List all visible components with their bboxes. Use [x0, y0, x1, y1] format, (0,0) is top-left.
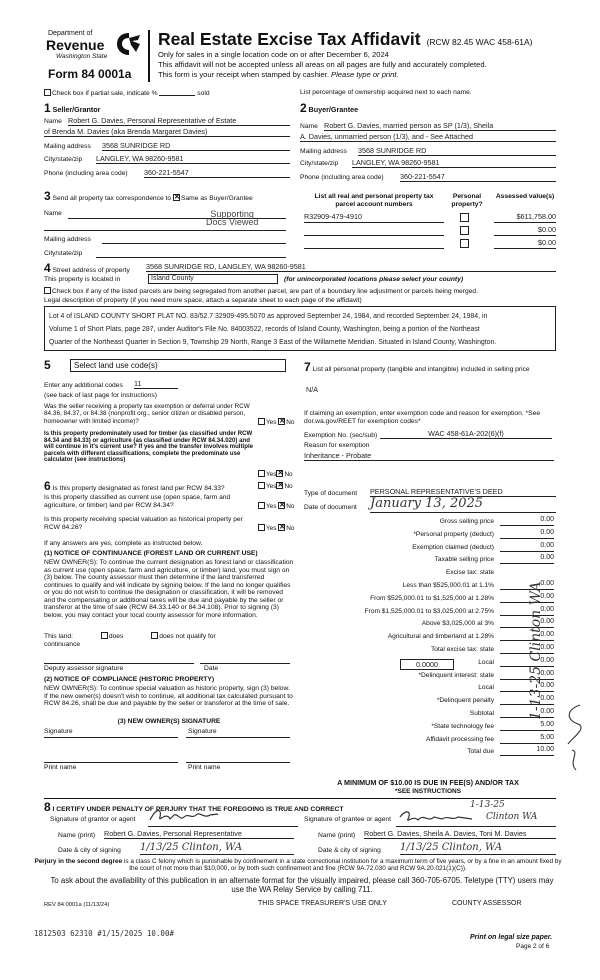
owner-sig-label-2: Signature — [188, 728, 217, 735]
sec6-q1-yes — [258, 482, 293, 490]
ownership-note: List percentage of ownership acquired next to each name. — [300, 89, 472, 96]
local-rate-box[interactable]: 0.0000 — [400, 659, 454, 670]
tax-row-label: *Delinquent interest: state — [418, 671, 494, 679]
grantee-name-field[interactable]: Robert G. Davies, Sheila A. Davies, Toni M. Davies — [364, 830, 556, 839]
legal-line2: Volume 1 of Short Plats, page 287, under Auditor's File No. 84003522, records of Island County, Washington, being a portion of the Northeast — [49, 326, 480, 333]
tax-row-value[interactable]: 0.00 — [500, 593, 554, 603]
perjury-body: is a class C felony which is punishable by confinement in a state correctional institution for a maximum term of five years, or by a fine in an amount fixed by the court of not more than $10,000, or by both such confinement and fine (RCW 9A.72.030 and RCW 9A.20.021(1)(C)). — [122, 858, 562, 873]
tax-row-value[interactable]: 0.00 — [500, 542, 554, 552]
owner-print-2[interactable] — [186, 762, 290, 763]
owner-print-label-1: Print name — [44, 764, 77, 771]
tax-row-label: *Personal property (deduct) — [413, 530, 494, 538]
tax-row — [300, 734, 556, 746]
dept-line1: Department of — [48, 30, 93, 37]
tax-row-label: *Delinquent penalty — [436, 697, 494, 705]
dor-logo-block — [44, 30, 146, 88]
seller-phone[interactable]: 360-221-5547 — [144, 169, 290, 178]
grantor-date-label: Date & city of signing — [58, 847, 121, 854]
grantee-date-field[interactable]: 1/13/25 Clinton, WA — [400, 842, 556, 855]
form-title: Real Estate Excise Tax Affidavit — [158, 29, 421, 49]
sec6-q2-yes — [258, 502, 294, 510]
sec5-q2-no-checkbox[interactable] — [276, 470, 283, 477]
sec6-q2-no-checkbox[interactable] — [278, 502, 285, 509]
yes-label: Yes — [266, 419, 277, 426]
legal-line1: Lot 4 of ISLAND COUNTY SHORT PLAT NO. 83/52.7 32909-495.5070 as approved September 24, 1984, and recorded September 24, 1984, in — [49, 313, 488, 320]
form-rcw: (RCW 82.45 WAC 458-61A) — [426, 37, 533, 47]
exemption-field[interactable]: WAC 458-61A-202(6)(f) — [380, 430, 552, 439]
legal-desc-label: Legal description of property (if you need more space, attach a separate sheet to each page of the affidavit) — [44, 297, 362, 304]
seller-city[interactable]: LANGLEY, WA 98260-9581 — [96, 155, 290, 164]
sec5-q2: Is this property predominately used for timber (as classified under RCW 84.34 and 84.33) or agriculture (as classified under RCW 84.34.020) and will continue in it's current use? If yes and the transfer involves multiple parcels with different classifications, complete the predominate use calculator (see instructions) — [44, 430, 254, 464]
tax-row-value[interactable]: 0.00 — [500, 695, 554, 705]
grantor-date-field[interactable]: 1/13/25 Clinton, WA — [140, 842, 294, 855]
sec6-q3: Is this property receiving special valuation as historical property per RCW 84.26? — [44, 516, 243, 531]
buyer-phone[interactable]: 360-221-5547 — [400, 173, 556, 182]
header-divider — [148, 30, 150, 82]
sec7-text-row — [304, 361, 554, 375]
does-label: does — [108, 633, 124, 640]
additional-codes-field[interactable]: 11 — [134, 380, 178, 389]
exemption-label: Exemption No. (sec/sub) — [304, 432, 378, 439]
sec6-q1-no-checkbox[interactable] — [276, 482, 283, 489]
reason-label: Reason for exemption — [304, 442, 370, 449]
grantor-sig-label: Signature of grantor or agent — [50, 816, 136, 823]
sec5-see-back: (see back of last page for instructions) — [44, 392, 157, 399]
personal-property-checkbox[interactable] — [460, 226, 469, 235]
doc-date-label: Date of document — [304, 504, 357, 511]
legal-line3: Quarter of the Northeast Quarter in Section 9, Township 29 North, Range 3 East of the Willamette Meridian. Situated in Island County, Washington. — [49, 339, 497, 346]
tax-row-label: Local — [478, 658, 494, 666]
tax-row — [300, 670, 556, 682]
stamp-line1: Supporting — [210, 209, 254, 219]
tax-table — [300, 516, 556, 776]
seller-phone-label: Phone (including area code) — [44, 170, 128, 177]
sec5-additional-label: Enter any additional codes — [44, 382, 123, 389]
partial-sold-label: sold — [197, 90, 210, 97]
seller-heading-row — [44, 102, 100, 116]
minimum-note: A MINIMUM OF $10.00 IS DUE IN FEE(S) AND/OR TAX — [337, 778, 519, 787]
notice1-title: (1) NOTICE OF CONTINUANCE (FOREST LAND OR CURRENT USE) — [44, 550, 258, 557]
sig-date: 1-13-25 — [470, 800, 505, 810]
margin-initials — [560, 700, 590, 780]
grantee-date-label: Date & city of signing — [318, 847, 381, 854]
tax-row-value[interactable]: 0.00 — [500, 631, 554, 641]
tax-row-label: Taxable selling price — [434, 556, 494, 564]
buyer-name-2[interactable]: A. Davies, unmarried person (1/3), and - See Attached — [300, 133, 556, 142]
form-number: Form 84 0001a — [48, 67, 132, 81]
see-instructions: *SEE INSTRUCTIONS — [394, 788, 462, 795]
assessed-value[interactable]: $0.00 — [494, 239, 556, 249]
treasurer-use: THIS SPACE TREASURER'S USE ONLY — [258, 900, 387, 907]
seller-name-2[interactable]: of Brenda M. Davies (aka Brenda Margaret Davies) — [44, 128, 290, 137]
tax-row-label: *State technology fee — [431, 722, 494, 730]
tax-row — [300, 708, 556, 720]
partial-sale-label: Check box if partial sale, indicate % — [52, 90, 158, 97]
sec7-text: List all personal property (tangible and intangible) included in selling price — [312, 366, 530, 373]
sec4-located-label: This property is located in — [44, 276, 121, 283]
parcel-number[interactable]: R32909-479-4910 — [304, 213, 444, 223]
table-row — [304, 213, 556, 225]
tax-row — [300, 606, 556, 618]
tax-row-value[interactable]: 0.00 — [500, 644, 554, 654]
no-label: No — [286, 525, 295, 532]
sec3-mailing-label: Mailing address — [44, 236, 91, 243]
sec5-q1: Was the seller receiving a property tax exemption or deferral under RCW 84.36, 84.37, or 84.38 (nonprofit org., senior citizen or disabled person, homeowner with limited income)? — [44, 403, 250, 425]
tax-row-value[interactable]: 0.00 — [500, 580, 554, 590]
sec5-q1-yes-checkbox[interactable] — [258, 418, 265, 425]
tax-row-value[interactable]: 0.00 — [500, 554, 554, 564]
no-label: No — [284, 483, 293, 490]
tax-row — [300, 580, 556, 592]
no-label: No — [286, 419, 295, 426]
tax-row-label: Total due — [467, 748, 494, 756]
tax-row — [300, 542, 556, 554]
legal-paper-note: Print on legal size paper. — [470, 934, 553, 941]
legal-description-box[interactable] — [44, 306, 556, 351]
personal-property-checkbox[interactable] — [460, 239, 469, 248]
tax-row — [300, 529, 556, 541]
county-select[interactable]: Island County — [148, 274, 278, 284]
partial-sale-row — [44, 89, 210, 98]
tax-row-value[interactable]: 0.00 — [500, 516, 554, 526]
grantee-sig-label: Signature of grantee or agent — [304, 816, 391, 823]
yes-label: Yes — [266, 483, 277, 490]
doc-type-field[interactable]: PERSONAL REPRESENTATIVE'S DEED — [370, 488, 556, 497]
notice2-title: (2) NOTICE OF COMPLIANCE (HISTORIC PROPERTY) — [44, 676, 215, 683]
sec4-seg-row — [44, 287, 478, 296]
tax-row-label: From $1,525,000.01 to $3,025,000 at 2.75% — [364, 607, 494, 615]
supporting-docs-stamp — [206, 210, 258, 226]
tax-row — [300, 695, 556, 707]
land-use-select[interactable]: Select land use code(s) — [70, 359, 286, 372]
seller-num: 1 — [44, 101, 51, 115]
new-owner-sig-title: (3) NEW OWNER(S) SIGNATURE — [117, 718, 221, 725]
grantor-sig-line — [148, 826, 298, 827]
doc-date-field[interactable]: January 13, 2025 — [370, 497, 556, 513]
sec5-q1-no-checkbox[interactable] — [278, 418, 285, 425]
sec6-intro: If any answers are yes, complete as instructed below. — [44, 540, 203, 547]
grantee-signature[interactable] — [398, 807, 478, 827]
seller-mailing-label: Mailing address — [44, 143, 91, 150]
owner-sig-label-1: Signature — [44, 728, 73, 735]
header-line3a: This form is your receipt when stamped by cashier. — [158, 70, 332, 79]
notice1-text: NEW OWNER(S): To continue the current designation as forest land or classification as current use (open space, farm and agriculture, or timber) land, you must sign on (3) below. The county assessor must then determine if the land transferred continues to qualify and will indicate by signing below. If the land no longer qualifies or you do not wish to continue the designation or classification, it will be removed and the compensating or additional taxes will be due and payable by the seller or transferor at the time of sale (RCW 84.33.140 or 84.34.108). Prior to signing (3) below, you may contact your local county assessor for more information. — [44, 559, 294, 619]
sec6-q3-no-checkbox[interactable] — [278, 524, 285, 531]
buyer-name-label: Name — [300, 123, 318, 130]
sec4-street-label: Street address of property — [52, 267, 130, 274]
header-line3b: Please type or print. — [331, 70, 399, 79]
does-checkbox[interactable] — [101, 632, 108, 639]
grantee-sig-line — [396, 826, 556, 827]
dept-line3: Washington State — [56, 53, 108, 60]
tax-row-label: Local — [478, 684, 494, 692]
sec3-mailing-field[interactable] — [102, 243, 286, 244]
sec6-q1-row — [44, 480, 256, 494]
margin-handwritten-note: 1-13-25 Clinton WA — [528, 581, 544, 720]
buyer-heading-row — [300, 102, 358, 116]
tax-row-label: Affidavit processing fee — [425, 735, 494, 743]
county-assessor-label: COUNTY ASSESSOR — [452, 900, 522, 907]
tax-row-value[interactable]: 0.00 — [500, 618, 554, 628]
sec3-name-label: Name — [44, 210, 62, 217]
personal-property-field[interactable]: N/A — [306, 385, 318, 394]
tax-row-value[interactable]: 10.00 — [500, 746, 554, 756]
tax-row-value[interactable]: 5.00 — [500, 721, 554, 731]
tax-row-value[interactable]: 5.00 — [500, 734, 554, 744]
parcels-col3: Assessed value(s) — [495, 193, 555, 200]
owner-print-1[interactable] — [44, 762, 178, 763]
sec6-q3-yes — [258, 524, 294, 532]
sec4-num: 4 — [44, 261, 51, 275]
parcels-col2: Personal property? — [451, 193, 483, 208]
parcels-col1: List all real and personal property tax parcel account numbers — [314, 193, 434, 208]
grantor-signature[interactable] — [148, 805, 238, 827]
seller-name-label: Name — [44, 118, 62, 125]
deputy-date-field[interactable] — [200, 663, 290, 664]
owner-print-label-2: Print name — [188, 764, 221, 771]
tax-row — [300, 516, 556, 528]
grantee-name-label: Name (print) — [318, 832, 356, 839]
buyer-num: 2 — [300, 101, 307, 115]
tax-row — [300, 721, 556, 733]
table-row — [304, 239, 556, 251]
yes-label: Yes — [266, 503, 277, 510]
sec6-q3-yes-checkbox[interactable] — [258, 524, 265, 531]
no-label: No — [284, 471, 293, 478]
continuance-label: continuance — [44, 641, 81, 648]
same-as-buyer-checkbox[interactable] — [173, 194, 180, 201]
tax-row-value[interactable]: 0.00 — [500, 529, 554, 539]
sec6-q2: Is this property classified as current use (open space, farm and agriculture, or timber) land per RCW 84.34? — [44, 494, 231, 509]
deputy-signature-field[interactable] — [44, 663, 194, 664]
sec7-num: 7 — [304, 360, 311, 374]
certify-text: I CERTIFY UNDER PENALTY OF PERJURY THAT THE FOREGOING IS TRUE AND CORRECT — [52, 806, 344, 813]
perjury-bold: Perjury in the second degree — [34, 858, 123, 865]
sec8-num: 8 — [44, 800, 51, 814]
owner-signature-2[interactable] — [186, 737, 290, 738]
buyer-city[interactable]: LANGLEY, WA 98260-9581 — [352, 159, 556, 168]
tax-row-label: Gross selling price — [439, 518, 494, 525]
seller-heading: Seller/Grantor — [52, 105, 101, 114]
sec3-text-a: Send all property tax correspondence to — [52, 195, 173, 202]
sec6-q1-yes-checkbox[interactable] — [258, 482, 265, 489]
alt-format-text: To ask about the availability of this publication in an alternate format for the visually impaired, please call 360-705-6705. Teletype (TTY) users may use the WA Relay Service by calling 711. — [50, 876, 554, 894]
grantor-name-label: Name (print) — [58, 832, 96, 839]
form-title-row — [158, 29, 532, 49]
dept-line2: Revenue — [46, 37, 105, 53]
does-not-checkbox[interactable] — [151, 632, 158, 639]
buyer-mailing[interactable]: 3568 SUNRIDGE RD — [358, 147, 556, 156]
buyer-city-label: City/state/zip — [300, 160, 339, 167]
table-row — [304, 226, 556, 238]
tax-row — [300, 554, 556, 566]
page-number: Page 2 of 6 — [516, 943, 550, 950]
buyer-heading: Buyer/Grantee — [308, 105, 359, 114]
sec5-q2-yes — [258, 470, 293, 478]
seller-name-1[interactable]: Robert G. Davies, Personal Representative of Estate — [68, 117, 290, 126]
tax-row — [300, 682, 556, 694]
tax-row — [300, 593, 556, 605]
stamp-line2: Docs Viewed — [206, 217, 259, 227]
wa-state-logo-icon — [116, 32, 142, 56]
tax-row-value[interactable]: 0.00 — [500, 670, 554, 680]
claim-exemption-text: If claiming an exemption, enter exemption code and reason for exemption. *See dor.wa.gov/REET for exemption codes* — [304, 410, 541, 425]
assessed-value[interactable]: $0.00 — [494, 226, 556, 236]
sec3-heading-row — [44, 190, 253, 204]
partial-sale-checkbox[interactable] — [44, 89, 51, 96]
notice2-text: NEW OWNER(S): To continue special valuation as historic property, sign (3) below. If the new owner(s) doesn't wish to continue, all additional tax calculated pursuant to RCW 84.26, shall be due and payable by the seller or transferor at the time of sale. — [44, 685, 293, 708]
tax-row — [300, 631, 556, 643]
yes-label: Yes — [266, 525, 277, 532]
reason-field[interactable]: Inheritance - Probate — [304, 452, 554, 461]
seller-section — [44, 102, 292, 184]
recording-stamp: 1812503 62310 #1/15/2025 10.00# — [34, 929, 174, 938]
sec3-name-field-2[interactable] — [44, 230, 286, 231]
buyer-mailing-label: Mailing address — [300, 148, 347, 155]
sec3-city-field[interactable] — [96, 257, 286, 258]
grantor-name-field[interactable]: Robert G. Davies, Personal Representative — [104, 830, 294, 839]
tax-row-label: From $525,000.01 to $1,525,000 at 1.28% — [370, 594, 494, 602]
deputy-label: Deputy assessor signature — [44, 665, 124, 672]
assessed-value[interactable]: $611,758.00 — [494, 213, 556, 223]
tax-row-label: Excise tax: state — [445, 569, 494, 577]
tax-row-label: Above $3,025,000 at 3% — [421, 620, 494, 628]
tax-row-value[interactable]: 0.00 — [500, 682, 554, 692]
tax-row-value[interactable]: 0.00 — [500, 606, 554, 616]
no-label: No — [286, 503, 295, 510]
sec3-num: 3 — [44, 189, 51, 203]
property-street-address[interactable]: 3568 SUNRIDGE RD, LANGLEY, WA 98260-9581 — [146, 263, 556, 272]
tax-row-value[interactable]: 0.00 — [500, 708, 554, 718]
tax-row-label: Agricultural and timberland at 1.28% — [387, 633, 494, 641]
does-not-label: does not qualify for — [159, 633, 216, 640]
sec4-seg-label: Check box if any of the listed parcels are being segregated from another parcel, are part of a boundary line adjustment or parcels being merged. — [52, 288, 479, 295]
tax-row — [300, 644, 556, 656]
this-land-label: This land: — [44, 633, 73, 640]
sec4-street-row — [44, 262, 130, 276]
seller-city-label: City/state/zip — [44, 156, 83, 163]
buyer-name-1[interactable]: Robert G. Davies, married person as SP (1/3), Sheila — [324, 122, 556, 131]
segregation-checkbox[interactable] — [44, 287, 51, 294]
sec4-located-note: (for unincorporated locations please select your county) — [284, 276, 464, 283]
partial-sale-percent-field[interactable] — [159, 95, 195, 96]
deputy-date-label: Date — [204, 665, 219, 672]
sec3-text-b: Same as Buyer/Grantee — [181, 195, 253, 202]
header-line1: Only for sales in a single location code on or after December 6, 2024 — [158, 50, 389, 59]
tax-row-value[interactable]: 0.00 — [500, 657, 554, 667]
parcel-number[interactable] — [304, 226, 444, 236]
rev-number: REV 84 0001a (11/13/24) — [44, 902, 110, 908]
tax-row-label: Exemption claimed (deduct) — [412, 543, 494, 551]
header-line2: This affidavit will not be accepted unless all areas on all pages are fully and accurately completed. — [158, 60, 487, 69]
sec6-num: 6 — [44, 479, 51, 493]
tax-row — [300, 618, 556, 630]
sec3-city-label: City/state/zip — [44, 250, 83, 257]
sec6-q1: Is this property designated as forest land per RCW 84.33? — [52, 485, 225, 492]
sec5-num: 5 — [44, 358, 51, 372]
parcel-number[interactable] — [304, 239, 444, 249]
owner-signature-1[interactable] — [44, 737, 178, 738]
tax-row-label: Total excise tax: state — [430, 646, 494, 653]
tax-row — [300, 746, 556, 758]
buyer-section — [300, 102, 556, 184]
tax-row-label: Less than $525,000.01 at 1.1% — [402, 582, 494, 589]
personal-property-checkbox[interactable] — [460, 213, 469, 222]
sec5-q1-yes — [258, 418, 294, 426]
tax-row-label: Subtotal — [469, 710, 494, 717]
this-land-row — [44, 632, 216, 641]
sec5-q2-yes-checkbox[interactable] — [258, 470, 265, 477]
tax-row — [300, 567, 556, 579]
sec6-q2-yes-checkbox[interactable] — [258, 502, 265, 509]
yes-label: Yes — [266, 471, 277, 478]
header-line3 — [158, 71, 399, 80]
buyer-phone-label: Phone (including area code) — [300, 174, 384, 181]
perjury-text — [34, 858, 562, 872]
grantee-sig-city: Clinton WA — [486, 812, 538, 822]
doc-type-label: Type of document — [304, 490, 358, 497]
seller-mailing[interactable]: 3568 SUNRIDGE RD — [102, 142, 290, 151]
